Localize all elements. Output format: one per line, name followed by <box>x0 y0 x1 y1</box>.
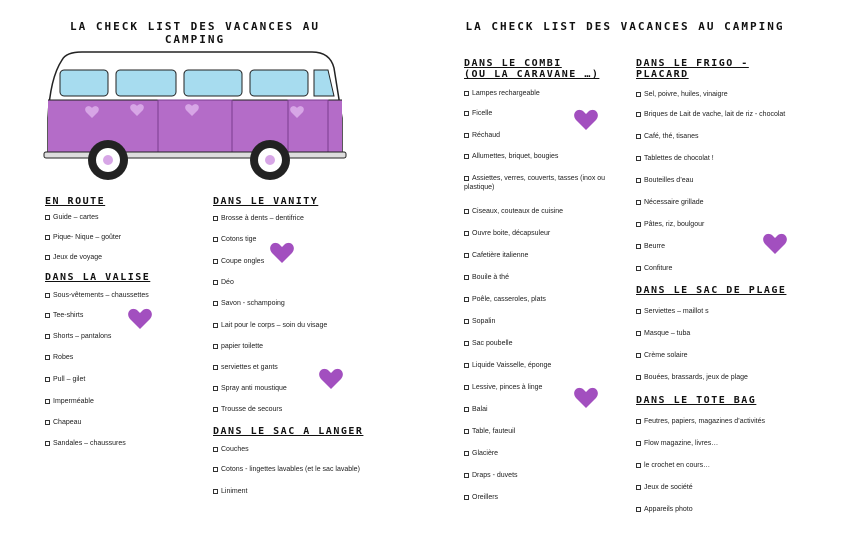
list-item[interactable]: Robes <box>45 353 73 362</box>
checkbox[interactable] <box>464 473 469 478</box>
list-item[interactable]: Jeux de société <box>636 483 693 492</box>
list-item[interactable]: Coupe ongles <box>213 257 264 266</box>
heart-icon <box>269 241 295 265</box>
list-item[interactable]: Shorts – pantalons <box>45 332 111 341</box>
checkbox[interactable] <box>636 375 641 380</box>
list-item[interactable]: Pique- Nique – goûter <box>45 233 121 242</box>
checkbox[interactable] <box>636 463 641 468</box>
checkbox[interactable] <box>464 385 469 390</box>
list-item[interactable]: Assiettes, verres, couverts, tasses (inox ou plastique) <box>464 175 606 191</box>
checkbox[interactable] <box>213 447 218 452</box>
list-item[interactable]: Guide – cartes <box>45 213 99 222</box>
list-item[interactable]: Cafetière italienne <box>464 251 528 260</box>
checkbox[interactable] <box>45 215 50 220</box>
checkbox[interactable] <box>45 399 50 404</box>
section-tote-bag-title: DANS LE TOTE BAG <box>636 395 757 406</box>
checkbox[interactable] <box>45 313 50 318</box>
checkbox[interactable] <box>213 407 218 412</box>
list-item[interactable]: Déo <box>213 278 234 287</box>
page2-title: LA CHECK LIST DES VACANCES AU CAMPING <box>465 20 785 33</box>
checkbox[interactable] <box>464 231 469 236</box>
checkbox[interactable] <box>464 297 469 302</box>
list-item[interactable]: Allumettes, briquet, bougies <box>464 152 558 161</box>
checkbox[interactable] <box>636 485 641 490</box>
checkbox[interactable] <box>636 112 641 117</box>
list-item[interactable]: Sandales – chaussures <box>45 439 126 448</box>
checkbox[interactable] <box>464 209 469 214</box>
checkbox[interactable] <box>464 133 469 138</box>
list-item[interactable]: Serviettes – maillot s <box>636 307 709 316</box>
list-item[interactable]: Cotons - lingettes lavables (et le sac lavable) <box>213 465 360 474</box>
list-item[interactable]: Réchaud <box>464 131 500 140</box>
list-item[interactable]: papier toilette <box>213 342 263 351</box>
list-item[interactable]: Brosse à dents – dentifrice <box>213 214 304 223</box>
section-vanity-title: DANS LE VANITY <box>213 196 319 207</box>
checkbox[interactable] <box>636 309 641 314</box>
checkbox[interactable] <box>213 259 218 264</box>
list-item[interactable]: Jeux de voyage <box>45 253 102 262</box>
section-en-route-title: EN ROUTE <box>45 196 106 207</box>
list-item[interactable]: Savon - schampoing <box>213 299 285 308</box>
list-item[interactable]: Couches <box>213 445 249 454</box>
list-item[interactable]: Tee-shirts <box>45 311 83 320</box>
list-item[interactable]: Appareils photo <box>636 505 693 514</box>
checkbox[interactable] <box>464 495 469 500</box>
list-item[interactable]: Sous-vêtements – chaussettes <box>45 291 149 300</box>
checkbox[interactable] <box>464 319 469 324</box>
heart-icon <box>127 307 153 331</box>
list-item[interactable]: Tablettes de chocolat ! <box>636 154 714 163</box>
list-item[interactable]: le crochet en cours… <box>636 461 710 470</box>
checkbox[interactable] <box>636 92 641 97</box>
checkbox[interactable] <box>464 363 469 368</box>
section-combi-title-line1: DANS LE COMBI <box>464 58 562 69</box>
checkbox[interactable] <box>464 275 469 280</box>
list-item[interactable]: Liquide Vaisselle, éponge <box>464 361 551 370</box>
list-item[interactable]: Nécessaire grillade <box>636 198 704 207</box>
list-item[interactable]: Table, fauteuil <box>464 427 515 436</box>
list-item[interactable]: Pâtes, riz, boulgour <box>636 220 704 229</box>
list-item[interactable]: Beurre <box>636 242 665 251</box>
checkbox[interactable] <box>464 253 469 258</box>
list-item[interactable]: Lampes rechargeable <box>464 89 540 98</box>
checkbox[interactable] <box>45 255 50 260</box>
checkbox[interactable] <box>636 507 641 512</box>
checkbox[interactable] <box>636 134 641 139</box>
list-item[interactable]: Sopalin <box>464 317 495 326</box>
checkbox[interactable] <box>464 91 469 96</box>
list-item[interactable]: Liniment <box>213 487 247 496</box>
checkbox[interactable] <box>45 377 50 382</box>
checkbox[interactable] <box>213 301 218 306</box>
list-item[interactable]: Sac poubelle <box>464 339 512 348</box>
section-frigo-title <box>636 58 749 80</box>
checkbox[interactable] <box>213 216 218 221</box>
checkbox[interactable] <box>213 365 218 370</box>
checkbox[interactable] <box>636 441 641 446</box>
list-item[interactable]: Lessive, pinces à linge <box>464 383 542 392</box>
list-item[interactable]: Glacière <box>464 449 498 458</box>
list-item[interactable]: Bouteilles d’eau <box>636 176 693 185</box>
list-item[interactable]: Poêle, casseroles, plats <box>464 295 546 304</box>
checkbox[interactable] <box>636 222 641 227</box>
checkbox[interactable] <box>636 266 641 271</box>
list-item[interactable]: Sel, poivre, huiles, vinaigre <box>636 90 728 99</box>
section-combi-title-line2: (OU LA CARAVANE …) <box>464 69 600 80</box>
list-item[interactable]: Spray anti moustique <box>213 384 287 393</box>
list-item[interactable]: Balai <box>464 405 488 414</box>
list-item[interactable]: Masque – tuba <box>636 329 690 338</box>
checkbox[interactable] <box>464 111 469 116</box>
checkbox[interactable] <box>213 280 218 285</box>
checkbox[interactable] <box>213 237 218 242</box>
list-item[interactable]: Ouvre boite, décapsuleur <box>464 229 550 238</box>
checkbox[interactable] <box>213 467 218 472</box>
checkbox[interactable] <box>45 420 50 425</box>
section-sac-de-plage-title: DANS LE SAC DE PLAGE <box>636 285 787 296</box>
list-item[interactable]: Ficelle <box>464 109 492 118</box>
checkbox[interactable] <box>636 244 641 249</box>
list-item[interactable]: Trousse de secours <box>213 405 282 414</box>
heart-icon <box>762 232 788 256</box>
checkbox[interactable] <box>45 235 50 240</box>
section-valise-title: DANS LA VALISE <box>45 272 151 283</box>
checkbox[interactable] <box>464 451 469 456</box>
checkbox[interactable] <box>636 156 641 161</box>
list-item[interactable]: Bouile à thé <box>464 273 509 282</box>
list-item[interactable]: Pull – gilet <box>45 375 85 384</box>
list-item[interactable]: Café, thé, tisanes <box>636 132 698 141</box>
checkbox[interactable] <box>636 200 641 205</box>
van-illustration <box>42 48 348 188</box>
list-item[interactable]: Bouées, brassards, jeux de plage <box>636 373 748 382</box>
list-item[interactable]: serviettes et gants <box>213 363 278 372</box>
list-item[interactable]: Draps - duvets <box>464 471 518 480</box>
section-frigo-title-line1: DANS LE FRIGO - <box>636 58 749 69</box>
list-item[interactable]: Cotons tige <box>213 235 256 244</box>
list-item[interactable]: Flow magazine, livres… <box>636 439 718 448</box>
checkbox[interactable] <box>213 344 218 349</box>
checkbox[interactable] <box>464 407 469 412</box>
list-item[interactable]: Ciseaux, couteaux de cuisine <box>464 207 563 216</box>
list-item[interactable]: Lait pour le corps – soin du visage <box>213 321 327 330</box>
heart-icon <box>318 367 344 391</box>
checkbox[interactable] <box>45 355 50 360</box>
heart-icon <box>573 108 599 132</box>
list-item[interactable]: Feutres, papiers, magazines d’activités <box>636 417 765 426</box>
list-item[interactable]: Confiture <box>636 264 672 273</box>
list-item[interactable]: Briques de Lait de vache, lait de riz - chocolat <box>636 110 785 119</box>
section-sac-a-langer-title: DANS LE SAC A LANGER <box>213 426 364 437</box>
checkbox[interactable] <box>464 154 469 159</box>
list-item[interactable]: Oreillers <box>464 493 498 502</box>
checkbox[interactable] <box>45 293 50 298</box>
checkbox[interactable] <box>464 176 469 181</box>
page1-title: LA CHECK LIST DES VACANCES AU CAMPING <box>69 20 321 46</box>
section-frigo-title-line2: PLACARD <box>636 69 689 80</box>
checkbox[interactable] <box>213 323 218 328</box>
checkbox[interactable] <box>213 489 218 494</box>
list-item[interactable]: Chapeau <box>45 418 81 427</box>
section-combi-title <box>464 58 599 80</box>
checkbox[interactable] <box>636 178 641 183</box>
heart-icon <box>573 386 599 410</box>
checkbox[interactable] <box>636 353 641 358</box>
checkbox[interactable] <box>45 441 50 446</box>
checkbox[interactable] <box>464 429 469 434</box>
checkbox[interactable] <box>464 341 469 346</box>
list-item[interactable]: Crème solaire <box>636 351 688 360</box>
list-item[interactable]: Imperméable <box>45 397 94 406</box>
checkbox[interactable] <box>636 419 641 424</box>
checkbox[interactable] <box>636 331 641 336</box>
checkbox[interactable] <box>45 334 50 339</box>
checkbox[interactable] <box>213 386 218 391</box>
